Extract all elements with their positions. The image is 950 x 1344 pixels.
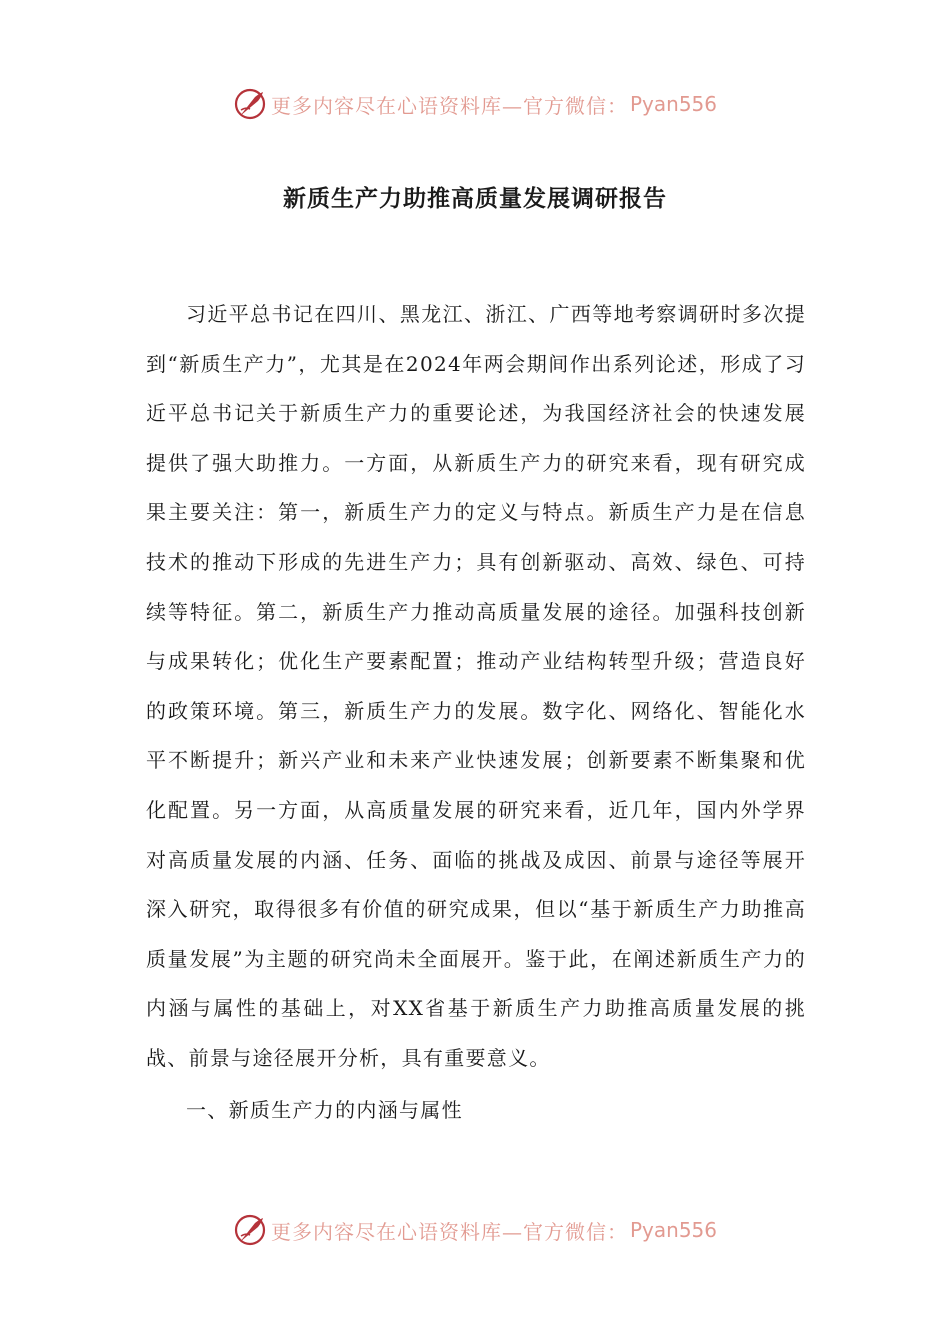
watermark-wechat-id: Pyan556 bbox=[629, 1218, 717, 1242]
body-paragraph: 习近平总书记在四川、黑龙江、浙江、广西等地考察调研时多次提到“新质生产力”，尤其是在2024年两会期间作出系列论述，形成了习近平总书记关于新质生产力的重要论述，为我国经济社会的快速发展提供了强大助推力。一方面，从新质生产力的研究来看，现有研究成果主要关注：第一，新质生产力的定义与特点。新质生产力是在信息技术的推动下形成的先进生产力；具有创新驱动、高效、绿色、可持续等特征。第二，新质生产力推动高质量发展的途径。加强科技创新与成果转化；优化生产要素配置；推动产业结构转型升级；营造良好的政策环境。第三，新质生产力的发展。数字化、网络化、智能化水平不断提升；新兴产业和未来产业快速发展；创新要素不断集聚和优化配置。另一方面，从高质量发展的研究来看，近几年，国内外学界对高质量发展的内涵、任务、面临的挑战及成因、前景与途径等展开深入研究，取得很多有价值的研究成果，但以“基于新质生产力助推高质量发展”为主题的研究尚未全面展开。鉴于此，在阐述新质生产力的内涵与属性的基础上，对XX省基于新质生产力助推高质量发展的挑战、前景与途径展开分析，具有重要意义。 bbox=[146, 302, 806, 1070]
watermark-footer bbox=[0, 1210, 950, 1250]
watermark-header bbox=[0, 84, 950, 124]
watermark-wechat-id: Pyan556 bbox=[629, 92, 717, 116]
watermark-text: 更多内容尽在心语资料库—官方微信： bbox=[270, 1219, 628, 1244]
section-heading: 一、新质生产力的内涵与属性 bbox=[186, 1097, 463, 1122]
quill-logo-icon bbox=[233, 87, 267, 121]
watermark-text: 更多内容尽在心语资料库—官方微信： bbox=[270, 93, 628, 118]
document-body bbox=[146, 290, 806, 1134]
quill-logo-icon bbox=[233, 1213, 267, 1247]
document-title: 新质生产力助推高质量发展调研报告 bbox=[283, 186, 667, 212]
